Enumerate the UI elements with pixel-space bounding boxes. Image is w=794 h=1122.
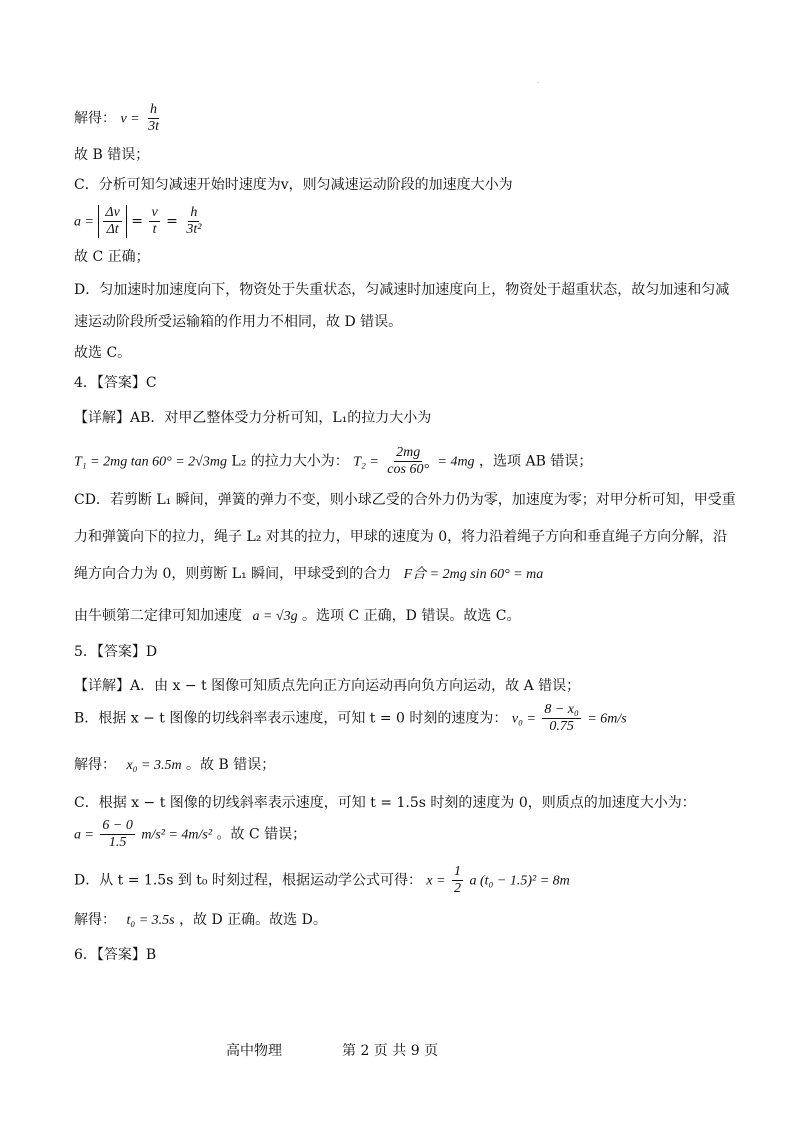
footer-subject: 高中物理	[226, 1043, 282, 1059]
q4-answer: 4．【答案】C	[74, 375, 157, 391]
corner-mark: ·	[537, 80, 539, 87]
q3-choose: 故选 C。	[74, 345, 132, 361]
q3-d-line2: 速运动阶段所受运输箱的作用力不相同，故 D 错误。	[74, 314, 403, 330]
q4-cd-line1: CD．若剪断 L₁ 瞬间，弹簧的弹力不变，则小球乙受的合外力仍为零，加速度为零；对甲分析可知，甲受重	[74, 492, 736, 508]
footer-page-info: 第 2 页 共 9 页	[342, 1043, 439, 1059]
q5-c-text: C．根据 x − t 图像的切线斜率表示速度，可知 t = 1.5s 时刻的速度为 0，则质点的加速度大小为：	[74, 795, 696, 811]
q5-solve-b: 解得： x₀ = 3.5m 。故 B 错误；	[74, 757, 276, 773]
q4-cd-line3: 绳方向合力为 0，则剪断 L₁ 瞬间，甲球受到的合力 F合 = 2mg sin 60° = ma	[74, 566, 544, 582]
q5-solve-d: 解得： t₀ = 3.5s ，故 D 正确。故选 D。	[74, 912, 327, 928]
q5-accel-eq: a = $\frac{6 - 0}{1.5}$ m/s² = 4m/s² 。故 C 错误；	[74, 818, 307, 850]
q6-answer: 6．【答案】B	[74, 947, 157, 963]
fraction: $\frac{h}{3t}$	[148, 102, 159, 134]
q5-d-line: D．从 t = 1.5s 到 t₀ 时刻过程，根据运动学公式可得： x = $\frac{1}{2}$ a (t₀ − 1.5)² = 8m	[74, 864, 570, 896]
q3-c-correct: 故 C 正确；	[74, 249, 150, 265]
q4-tension-eq: T₁ = 2mg tan 60° = 2√3mg L₂ 的拉力大小为： T₂ = $\frac{2mg}{\cos 60^\circ}$ = 4mg ，选项 AB 错误；	[74, 445, 593, 477]
q3-c-text: C．分析可知匀减速开始时速度为v，则匀减速运动阶段的加速度大小为	[74, 177, 513, 193]
q4-cd-line2: 力和弹簧向下的拉力，绳子 L₂ 对其的拉力，甲球的速度为 0，将力沿着绳子方向和垂直绳子方向分解，沿	[74, 529, 728, 545]
q3-solve-v: 解得： v = $\frac{h}{3t}$	[74, 102, 159, 134]
absolute-value: $\frac{\Delta v}{\Delta t}$	[98, 205, 126, 238]
q3-d-line1: D．匀加速时加速度向下，物资处于失重状态，匀减速时加速度向上，物资处于超重状态，故匀加速和匀减	[74, 282, 730, 298]
q3-b-wrong: 故 B 错误；	[74, 147, 150, 163]
q5-b-line: B．根据 x − t 图像的切线斜率表示速度，可知 t = 0 时刻的速度为： v₀ = $\frac{\text{8 − x₀}}{0.75}$ = 6m/s	[74, 702, 627, 734]
q4-newton: 由牛顿第二定律可知加速度 a = √3g 。选项 C 正确，D 错误。故选 C。	[74, 608, 521, 624]
q5-answer: 5．【答案】D	[74, 644, 158, 660]
q5-detail-a: 【详解】A．由 x − t 图像可知质点先向正方向运动再向负方向运动，故 A 错误；	[74, 678, 581, 694]
q4-detail-ab: 【详解】AB．对甲乙整体受力分析可知，L₁的拉力大小为	[74, 410, 432, 426]
q3-accel-eq: a = $\frac{\Delta v}{\Delta t}$ = $\frac{v}{t}$ = $\frac{h}{\text{3t²}}$	[74, 205, 202, 237]
